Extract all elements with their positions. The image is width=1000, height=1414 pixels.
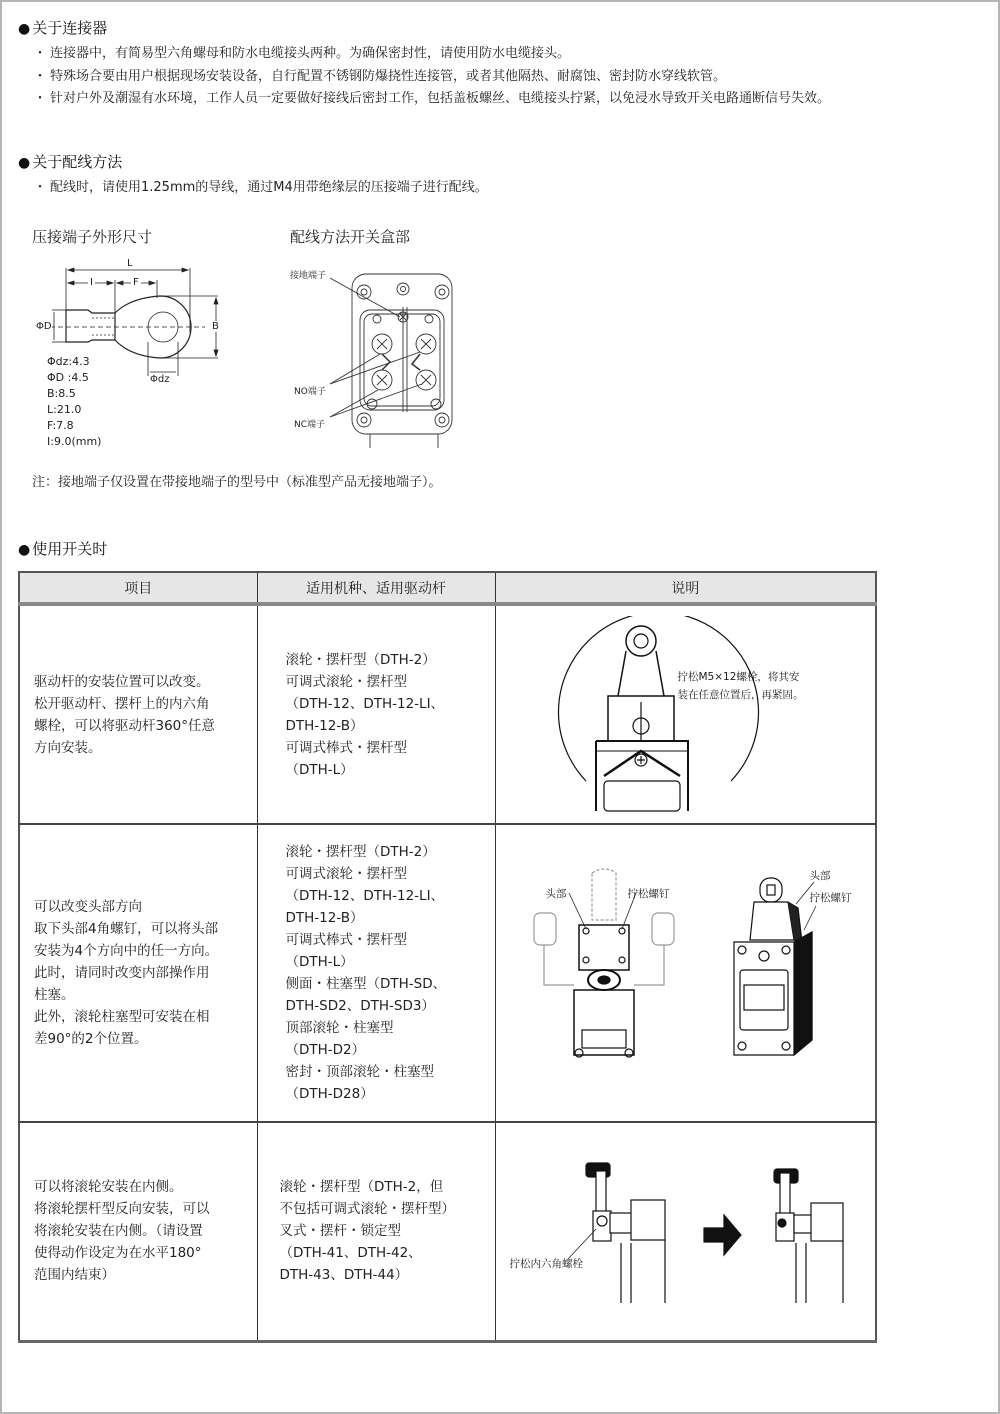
dim-label-b: B [212, 321, 219, 332]
table-row [19, 604, 876, 824]
switchbox-diagram [290, 262, 460, 452]
column-header-models: 适用机种、适用驱动杆 [257, 572, 495, 604]
callout-screw-right: 拧松螺钉 [809, 892, 852, 904]
cell-text: 使得动作设定为在水平180° [34, 1245, 202, 1262]
cell-models [257, 824, 495, 1122]
terminal-diagram-title: 压接端子外形尺寸 [32, 228, 153, 246]
cell-text: 此外，滚轮柱塞型可安装在相 [34, 1009, 210, 1025]
section-bullet-icon: ● [18, 21, 31, 37]
cell-description [495, 604, 876, 824]
roller-inside-illustration [496, 1143, 876, 1313]
cell-text: 顶部滚轮・柱塞型 [285, 1020, 394, 1036]
item-text: 特殊场合要由用户根据现场安装设备，自行配置不锈钢防爆挠性连接管，或者其他隔热、耐腐蚀、密封防水穿线软管。 [50, 69, 727, 84]
section-title: 关于连接器 [32, 19, 108, 37]
cell-text: 此时，请同时改变内部操作用 [34, 965, 210, 981]
cell-item [19, 1122, 257, 1341]
ground-terminal-note: 注：接地端子仅设置在带接地端子的型号中（标准型产品无接地端子）。 [32, 475, 442, 490]
cell-text: 将滚轮安装在内侧。（请设置 [34, 1223, 203, 1240]
dimension-value: L:21.0 [47, 403, 82, 416]
cell-text: 可以改变头部方向 [34, 899, 142, 915]
cell-text: 侧面・柱塞型（DTH-SD、 [285, 976, 447, 992]
callout-text: 拧松M5×12螺栓，将其安 [677, 671, 800, 683]
dim-label-i: I [90, 277, 93, 288]
dimension-value: I:9.0(mm) [47, 435, 102, 448]
table-header-row [19, 572, 876, 604]
switch-perspective-illustration [724, 870, 854, 1065]
column-header-item: 项目 [19, 572, 257, 604]
cell-text: （DTH-D28） [285, 1086, 374, 1102]
head-rotation-illustration [524, 865, 684, 1065]
cell-text: 松开驱动杆、摆杆上的内六角 [34, 695, 210, 712]
section-bullet-icon: ● [18, 155, 31, 171]
dimension-value: B:8.5 [47, 387, 76, 400]
cell-text: DTH-SD2、DTH-SD3） [285, 998, 435, 1014]
cell-models [257, 604, 495, 824]
section-title: 使用开关时 [32, 540, 108, 558]
cell-text: 密封・顶部滚轮・柱塞型 [285, 1064, 434, 1080]
cell-text: 范围内结束） [34, 1267, 115, 1284]
cell-text: 方向安装。 [34, 739, 102, 756]
dimension-value: Φdz:4.3 [47, 355, 90, 368]
dim-label-phidz: Φdz [150, 374, 170, 385]
dim-label-phid: ΦD [36, 321, 52, 332]
cell-text: DTH-43、DTH-44） [279, 1267, 409, 1284]
callout-loosen-hex-bolt: 拧松内六角螺栓 [509, 1258, 583, 1270]
item-text: 连接器中，有简易型六角螺母和防水电缆接头两种。为确保密封性，请使用防水电缆接头。 [50, 46, 571, 61]
table-row [19, 824, 876, 1122]
dimension-value: F:7.8 [47, 419, 74, 432]
cell-item [19, 824, 257, 1122]
cell-text: （DTH-12、DTH-12-LI、 [285, 888, 445, 904]
callout-nc-terminal: NC端子 [294, 420, 326, 430]
cell-text: DTH-12-B） [285, 910, 364, 926]
wiring-item-1 [30, 179, 488, 197]
cell-text: 不包括可调式滚轮・摆杆型） [279, 1201, 455, 1218]
callout-no-terminal: NO端子 [294, 387, 326, 397]
section-heading-usage [18, 539, 107, 560]
section-heading-connector [18, 18, 107, 39]
section-heading-wiring [18, 152, 122, 173]
cell-text: （DTH-12、DTH-12-LI、 [285, 695, 445, 712]
usage-table [18, 571, 877, 1343]
callout-text: 装在任意位置后，再紧固。 [677, 689, 804, 701]
cell-text: 滚轮・摆杆型（DTH-2，但 [279, 1179, 444, 1196]
connector-item-3 [30, 90, 830, 108]
cell-text: 取下头部4角螺钉，可以将头部 [34, 921, 219, 937]
callout-loosen-bolt [678, 668, 804, 704]
callout-head-left: 头部 [545, 888, 567, 900]
cell-text: 柱塞。 [34, 987, 75, 1003]
lever-switch-icon [556, 616, 856, 821]
callout-screw-left: 拧松螺钉 [627, 888, 670, 900]
callout-ground-terminal: 接地端子 [290, 271, 327, 281]
cell-text: 可以将滚轮安装在内侧。 [34, 1179, 183, 1196]
callout-head-right: 头部 [809, 870, 831, 882]
item-bullet-icon: ・ [33, 91, 47, 106]
item-bullet-icon: ・ [33, 69, 47, 84]
cell-text: 滚轮・摆杆型（DTH-2） [285, 651, 436, 668]
cell-text: 可调式棒式・摆杆型 [285, 932, 407, 948]
item-text: 配线时，请使用1.25mm的导线，通过M4用带绝缘层的压接端子进行配线。 [50, 180, 488, 195]
cell-description [495, 1122, 876, 1341]
item-bullet-icon: ・ [33, 46, 47, 61]
cell-text: 螺栓，可以将驱动杆360°任意 [34, 717, 216, 734]
cell-text: 将滚轮摆杆型反向安装，可以 [34, 1201, 210, 1218]
table-row [19, 1122, 876, 1341]
cell-text: （DTH-D2） [285, 1042, 366, 1058]
section-bullet-icon: ● [18, 542, 31, 558]
cell-text: （DTH-41、DTH-42、 [279, 1245, 422, 1262]
connector-item-1 [30, 45, 570, 63]
cell-text: （DTH-L） [285, 761, 354, 778]
cell-text: 可调式滚轮・摆杆型 [285, 673, 407, 690]
cell-models [257, 1122, 495, 1341]
cell-item [19, 604, 257, 824]
cell-text: DTH-12-B） [285, 717, 364, 734]
switchbox-diagram-title: 配线方法开关盒部 [290, 228, 411, 246]
cell-text: 可调式滚轮・摆杆型 [285, 866, 407, 882]
cell-text: 安装为4个方向中的任一方向。 [34, 943, 219, 959]
lever-rotation-illustration [556, 616, 856, 821]
item-text: 针对户外及潮湿有水环境，工作人员一定要做好接线后密封工作，包括盖板螺丝、电缆接头拧紧，以免浸水导致开关电路通断信号失效。 [50, 91, 831, 106]
cell-text: （DTH-L） [285, 954, 354, 970]
cell-text: 叉式・摆杆・锁定型 [279, 1223, 401, 1240]
roller-reverse-icon [496, 1143, 876, 1313]
cell-text: 可调式棒式・摆杆型 [285, 739, 407, 756]
section-title: 关于配线方法 [32, 153, 123, 171]
dim-label-f: F [133, 277, 139, 288]
cell-text: 滚轮・摆杆型（DTH-2） [285, 844, 436, 860]
item-bullet-icon: ・ [33, 180, 47, 195]
cell-text: 驱动杆的安装位置可以改变。 [34, 673, 210, 690]
column-header-description: 说明 [495, 572, 876, 604]
dimension-value: ΦD :4.5 [47, 371, 89, 384]
terminal-dimensions-list [47, 354, 170, 450]
connector-item-2 [30, 68, 726, 86]
cell-text: 差90°的2个位置。 [34, 1031, 148, 1047]
cell-description [495, 824, 876, 1122]
dim-label-l: L [127, 258, 133, 269]
